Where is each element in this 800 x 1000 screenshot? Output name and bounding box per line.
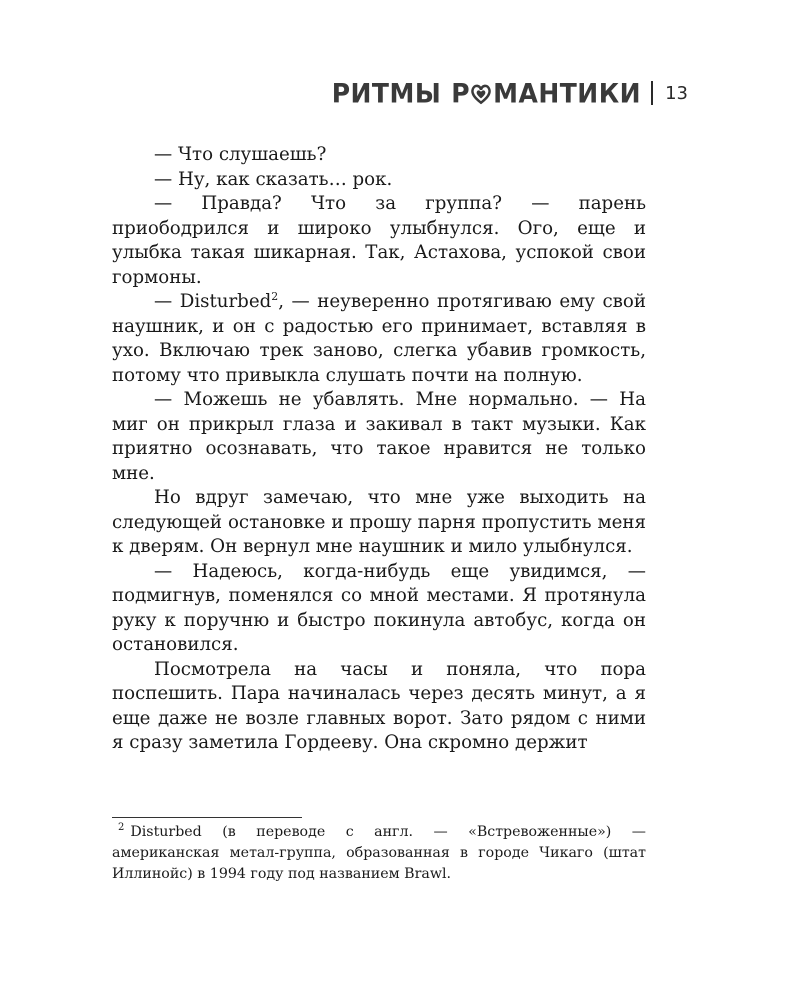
paragraph: — Надеюсь, когда-нибудь еще увидимся, — подмигнув, поменялся со мной местами. Я протянула руку к поручню и быстро покинула автобус, когда он остановился.	[112, 560, 646, 655]
paragraph: Посмотрела на часы и поняла, что пора поспешить. Пара начиналась через десять минут, а я еще даже не возле главных ворот. Зато рядом с ними я сразу заметила Гордееву. Она скромно держит	[112, 658, 646, 753]
series-logo-word-1: РИТМЫ	[331, 77, 442, 109]
footnote-rule	[112, 817, 302, 818]
series-logo-word-2: МАНТИКИ	[493, 77, 642, 109]
header-divider	[651, 81, 653, 105]
page-number: 13	[665, 82, 688, 104]
footnote-reference: 2	[271, 289, 279, 303]
paragraph-text: Мне нормально. — На миг он прикрыл глаза и закивал в такт музыки. Как приятно осознавать, что такое нравится не только мне.	[112, 389, 646, 484]
paragraph-text: , — неуверенно протягиваю ему свой наушник, и он с радостью его принимает, вставляя в ухо. Включаю трек заново, слегка убавив громкость, потому что привыкла слушать почти на полную.	[112, 291, 646, 386]
footnote	[112, 822, 646, 885]
series-logo-letter-r: Р	[451, 77, 471, 109]
body-text	[112, 143, 646, 756]
running-header	[332, 76, 688, 110]
paragraph-disturbed	[112, 290, 646, 388]
paragraph: Но вдруг замечаю, что мне уже выходить на следующей остановке и прошу парня пропустить меня к дверям. Он вернул мне наушник и мило улыбнулся.	[112, 487, 646, 557]
paragraph: — Правда? Что за группа? — парень приободрился и широко улыбнулся. Ого, еще и улыбка такая шикарная. Так, Астахова, успокой свои гормоны.	[112, 193, 646, 288]
heart-icon	[470, 81, 492, 105]
series-logo	[332, 77, 641, 108]
band-name: — Disturbed	[154, 291, 272, 312]
paragraph-text-start: — Можешь не убавлять.	[154, 389, 405, 410]
paragraph: — Ну, как сказать… рок.	[154, 168, 393, 190]
footnote-text: Disturbed (в переводе с англ. — «Встревоженные») — американская метал-группа, образованная в городе Чикаго (штат Иллинойс) в 1994 году под названием Brawl.	[112, 824, 646, 882]
paragraph-no-reduce	[112, 388, 646, 486]
footnote-mark: 2	[118, 822, 125, 834]
paragraph: — Что слушаешь?	[154, 144, 327, 165]
